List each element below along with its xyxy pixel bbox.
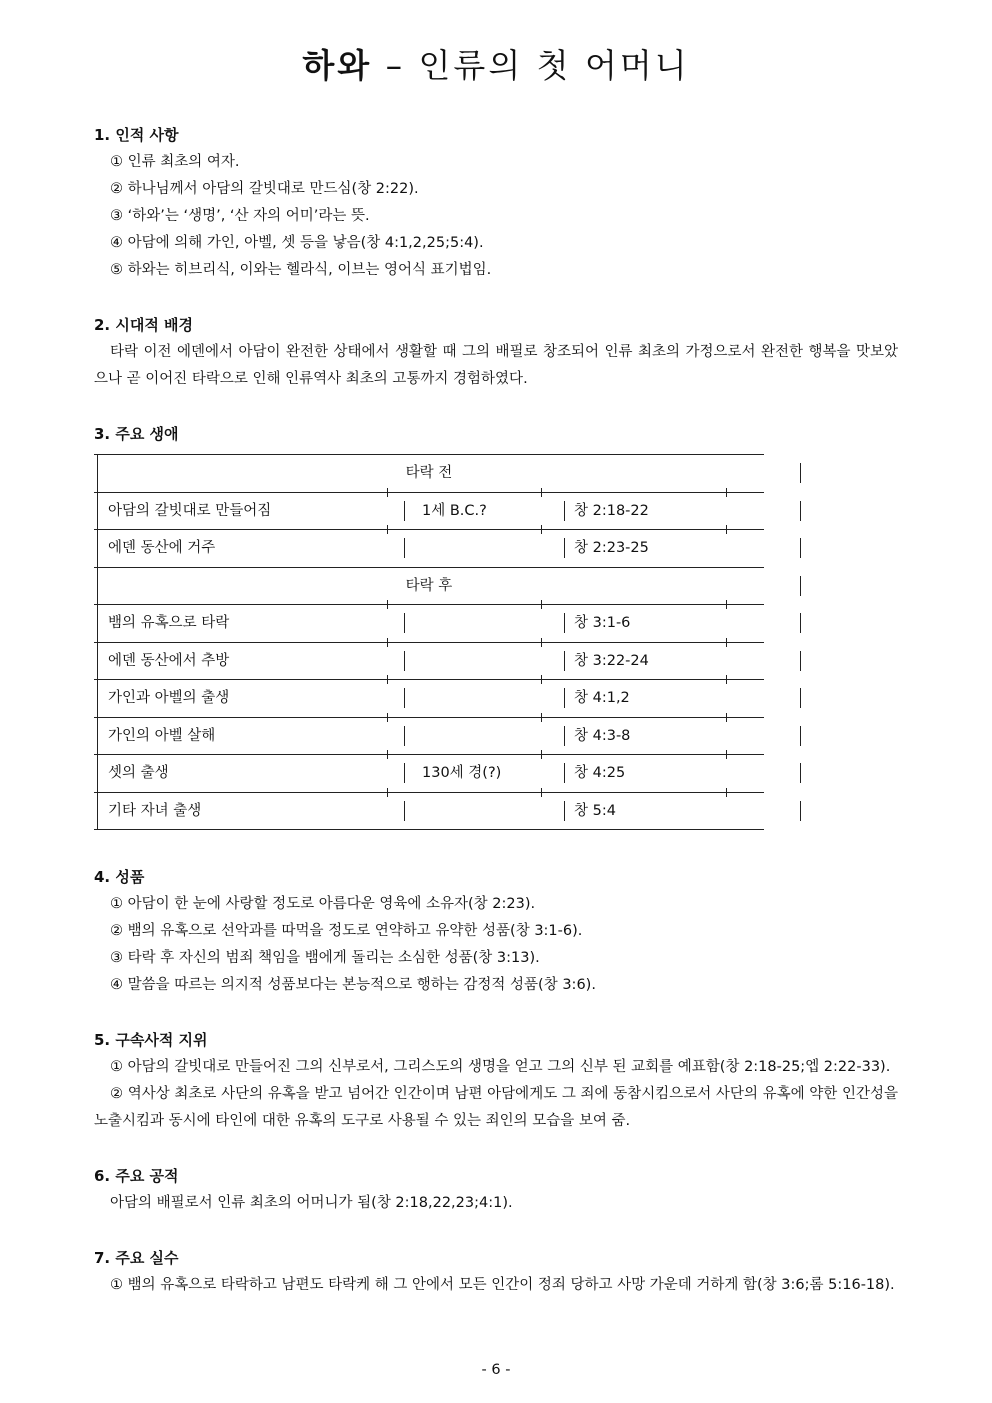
age-cell [404,605,422,642]
s4-item: ① 아담이 한 눈에 사랑할 정도로 아름다운 영육에 소유자(창 2:23). [110,896,536,912]
event-cell: 기타 자녀 출생 [108,802,202,819]
title-bold: 하와 [302,46,373,85]
s4-item: ② 뱀의 유혹으로 선악과를 따먹을 정도로 연약하고 유약한 성품(창 3:1-6). [110,923,583,939]
table-row [94,604,764,642]
table-row [94,717,764,755]
section-1-heading: 1. 인적 사항 [94,126,179,144]
ref-cell: 창 2:18-22 [574,502,649,519]
after-label: 타락 후 [405,577,453,594]
life-table [94,454,764,830]
age-cell: 1세 B.C.? [422,502,487,519]
section-2-heading: 2. 시대적 배경 [94,316,194,334]
ref-cell: 창 3:22-24 [574,652,649,669]
section-6-heading: 6. 주요 공적 [94,1167,179,1185]
page-title [0,40,992,87]
event-cell: 뱀의 유혹으로 타락 [108,615,230,631]
ref-cell: 창 5:4 [574,802,616,819]
page-number: - 6 - [481,1362,511,1378]
event-cell: 셋의 출생 [108,765,169,781]
event-cell: 가인과 아벨의 출생 [108,690,230,706]
event-cell: 에덴 동산에 거주 [108,540,216,556]
ref-cell: 창 2:23-25 [574,540,649,556]
s6-text: 아담의 배필로서 인류 최초의 어머니가 됨(창 2:18,22,23;4:1). [110,1195,513,1211]
age-cell [404,530,422,567]
age-cell: 130세 경(?) [422,765,502,781]
event-cell: 에덴 동산에서 추방 [108,652,230,669]
table-row [94,754,764,792]
s1-item: ③ ‘하와’는 ‘생명’, ‘산 자의 어미’라는 뜻. [110,208,370,224]
section-3-heading: 3. 주요 생애 [94,425,179,443]
s7-text: ① 뱀의 유혹으로 타락하고 남편도 타락케 해 그 안에서 모든 인간이 정죄 당하고 사망 가운데 거하게 함(창 3:6;롬 5:16-18). [110,1277,895,1293]
ref-cell: 창 4:25 [574,765,626,781]
ref-cell: 창 4:3-8 [574,727,631,744]
s1-item: ④ 아담에 의해 가인, 아벨, 셋 등을 낳음(창 4:1,2,25;5:4). [110,235,484,251]
before-label: 타락 전 [405,465,453,481]
s1-item: ⑤ 하와는 히브리식, 이와는 헬라식, 이브는 영어식 표기법임. [110,262,492,278]
age-cell [404,643,422,680]
age-cell [404,793,422,830]
table-row [94,642,764,680]
age-cell [404,718,422,755]
table-row [94,529,764,567]
event-cell: 아담의 갈빗대로 만들어짐 [108,502,272,519]
table-row [94,792,764,831]
s5-para: ① 아담의 갈빗대로 만들어진 그의 신부로서, 그리스도의 생명을 얻고 그의 신부 된 교회를 예표함(창 2:18-25;엡 2:22-33). [110,1059,891,1075]
section-4-heading: 4. 성품 [94,868,145,886]
content [94,122,898,1299]
table-row [94,679,764,717]
s1-item: ② 하나님께서 아담의 갈빗대로 만드심(창 2:22). [110,181,419,197]
ref-cell: 창 3:1-6 [574,615,631,631]
section-7-heading: 7. 주요 실수 [94,1249,179,1267]
table-row [94,492,764,530]
s1-item: ① 인류 최초의 여자. [110,154,240,170]
s5-para: ② 역사상 최초로 사단의 유혹을 받고 넘어간 인간이며 남편 아담에게도 그 죄에 동참시킴으로서 사단의 유혹에 약한 인간성을 노출시킴과 동시에 타인에 대한 유혹의 도구로 사용될 수 있는 죄인의 모습을 보여 줌. [94,1086,898,1129]
title-rest: – 인류의 첫 어머니 [372,46,690,85]
table-header-after [94,567,764,605]
event-cell: 가인의 아벨 살해 [108,727,216,744]
table-header-before [94,454,764,492]
section-5-heading: 5. 구속사적 지위 [94,1031,208,1049]
s4-item: ④ 말씀을 따르는 의지적 성품보다는 본능적으로 행하는 감정적 성품(창 3:6). [110,977,596,993]
s4-item: ③ 타락 후 자신의 범죄 책임을 뱀에게 돌리는 소심한 성품(창 3:13). [110,950,540,966]
ref-cell: 창 4:1,2 [574,690,630,706]
s2-text: 타락 이전 에덴에서 아담이 완전한 상태에서 생활할 때 그의 배필로 창조되어 인류 최초의 가정으로서 완전한 행복을 맛보았으나 곧 이어진 타락으로 인해 인류역사 최초의 고통까지 경험하였다. [94,344,898,387]
age-cell [404,680,422,717]
